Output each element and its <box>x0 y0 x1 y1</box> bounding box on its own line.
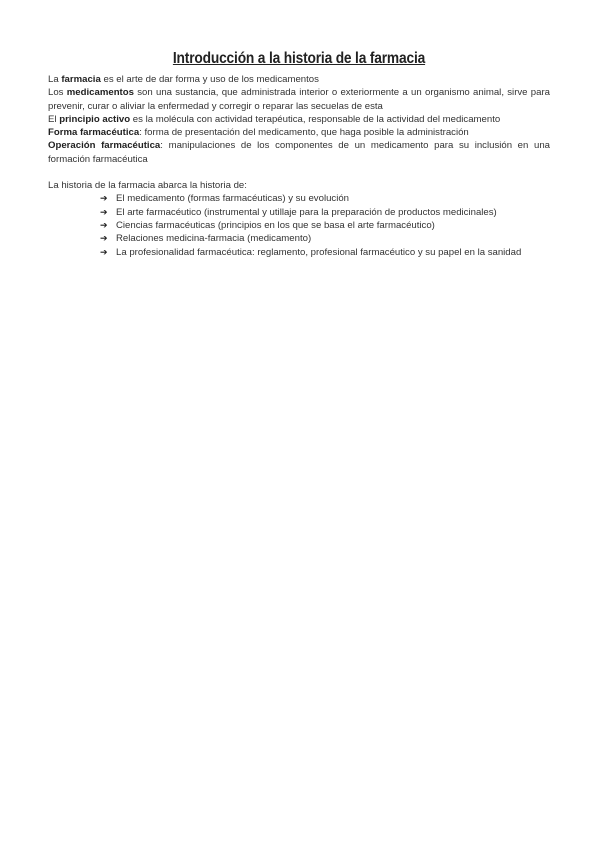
arrow-bullet-icon: ➔ <box>100 193 108 204</box>
list-item <box>100 192 550 205</box>
definition-operacion-farmaceutica <box>48 139 550 166</box>
definition-farmacia <box>48 73 550 86</box>
definition-forma-farmaceutica <box>48 126 550 139</box>
definition-prefix: El <box>48 113 60 125</box>
definition-text: : manipulaciones de los componentes de un medicamento para su inclusión en una formación farmacéutica <box>48 140 550 165</box>
definition-term: medicamentos <box>66 87 134 99</box>
definition-prefix: Los <box>48 87 67 99</box>
list-item-text: Ciencias farmacéuticas (principios en los que se basa el arte farmacéutico) <box>116 219 435 231</box>
definition-prefix: La <box>48 74 62 85</box>
definition-term: Operación farmacéutica <box>48 140 161 152</box>
definition-medicamentos <box>48 86 550 113</box>
definition-text: es el arte de dar forma y uso de los medicamentos <box>100 74 319 85</box>
list-item <box>100 246 550 259</box>
history-intro: La historia de la farmacia abarca la historia de: <box>48 180 247 192</box>
arrow-bullet-icon: ➔ <box>100 206 108 217</box>
paragraph-spacer <box>48 166 550 179</box>
list-item-text: El arte farmacéutico (instrumental y utillaje para la preparación de productos medicinales) <box>116 206 497 218</box>
arrow-bullet-icon: ➔ <box>100 219 108 230</box>
definition-term: farmacia <box>61 74 101 85</box>
list-item <box>100 206 550 219</box>
page-title: Introducción a la historia de la farmacia <box>172 50 426 67</box>
list-item <box>100 219 550 232</box>
history-list <box>48 192 550 258</box>
arrow-bullet-icon: ➔ <box>100 233 108 244</box>
document-page <box>48 50 550 259</box>
definition-text: es la molécula con actividad terapéutica, responsable de la actividad del medicamento <box>130 113 501 125</box>
definition-principio-activo <box>48 113 550 126</box>
list-item-text: Relaciones medicina-farmacia (medicamento) <box>116 233 312 245</box>
definition-text: : forma de presentación del medicamento, que haga posible la administración <box>139 127 469 139</box>
list-item-text: La profesionalidad farmacéutica: reglamento, profesional farmacéutico y su papel en la sanidad <box>116 246 522 258</box>
list-item-text: El medicamento (formas farmacéuticas) y su evolución <box>116 193 350 205</box>
definition-term: Forma farmacéutica <box>48 127 140 139</box>
definition-term: principio activo <box>59 113 131 125</box>
arrow-bullet-icon: ➔ <box>100 246 108 257</box>
definition-text: son una sustancia, que administrada interior o exteriormente a un organismo animal, sirve para prevenir, curar o aliviar la enfermedad y corregir o reparar las secuelas de esta <box>48 87 551 112</box>
list-item <box>100 232 550 245</box>
